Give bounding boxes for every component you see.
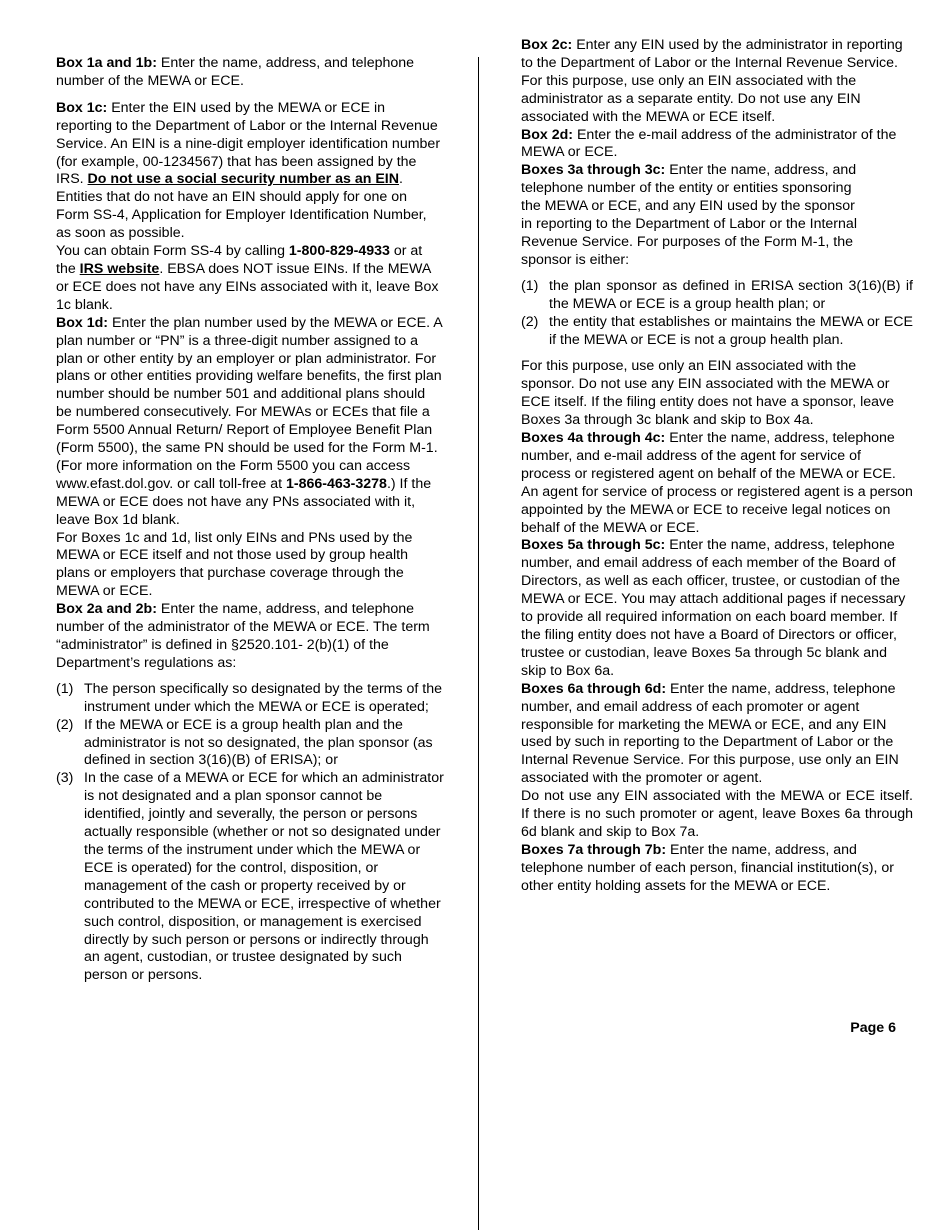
ss4-text: You can obtain Form SS-4 by calling <box>56 243 289 260</box>
ss4-text-2: or at the <box>56 243 423 277</box>
box-5ac-heading: Boxes 5a through 5c: <box>521 537 666 554</box>
box-2d-text: Enter the e-mail address of the administrator of the MEWA or ECE. <box>521 126 897 161</box>
list-item <box>56 681 444 717</box>
box-4ac-paragraph <box>521 430 913 537</box>
box-2d-heading: Box 2d: <box>521 126 574 143</box>
right-column <box>521 37 913 896</box>
sponsor-ein-paragraph: For this purpose, use only an EIN associated with the sponsor. Do not use any EIN associated with the MEWA or ECE itself. If the filing entity does not have a sponsor, leave Boxes 3a through 3c blank and skip to Box 4a. <box>521 358 895 429</box>
box-2ab-heading: Box 2a and 2b: <box>56 601 157 618</box>
box-2c-text: Enter any EIN used by the administrator in reporting to the Department of Labor or the Internal Revenue Service. For this purpose, use only an EIN associated with the administrator as a separate entity. Do not use any EIN associated with the MEWA or ECE itself. <box>521 37 903 125</box>
box-2c-heading: Box 2c: <box>521 37 573 53</box>
box-1c-text-2: . Entities that do not have an EIN should apply for one on Form SS-4, Application for Employer Identification Number, as soon as possible. <box>56 171 427 242</box>
box-6ad-paragraph <box>521 681 913 788</box>
box-1ab-heading: Box 1a and 1b: <box>56 55 157 71</box>
promoter-ein-paragraph: Do not use any EIN associated with the MEWA or ECE itself. If there is no such promoter or agent, leave Boxes 6a through 6d blank and skip to Box 7a. <box>521 788 913 840</box>
ssn-warning: Do not use a social security number as an EIN <box>87 171 399 188</box>
list-item <box>521 278 913 314</box>
box-1ab-text: Enter the name, address, and telephone number of the MEWA or ECE. <box>56 55 415 89</box>
box-1ab-paragraph <box>56 55 444 91</box>
box-1c-paragraph <box>56 100 444 243</box>
list-item-number: (2) <box>521 313 539 330</box>
list-item-text: If the MEWA or ECE is a group health plan and the administrator is not so designated, the plan sponsor (as defined in section 3(16)(B) of ERISA); or <box>84 716 433 769</box>
box-1c-text: Enter the EIN used by the MEWA or ECE in reporting to the Department of Labor or the Internal Revenue Service. An EIN is a nine-digit employer identification number (for example, 00-1234567) that has been assigned by the IRS. <box>56 99 441 188</box>
box-1d-text: Enter the plan number used by the MEWA or ECE. A plan number or “PN” is a three-digit number assigned to a plan or other entity by an employer or plan administrator. For plans or other entities providing welfare benefits, the first plan number should be number 501 and additional plans should be numbered consecutively. For MEWAs or ECEs that file a Form 5500 Annual Return/ Report of Employee Benefit Plan (Form 5500), the same PN should be used for the Form M-1. (For more information on the Form 5500 you can access www.efast.dol.gov. or call toll-free at <box>56 314 442 492</box>
box-3ac-paragraph <box>521 162 861 269</box>
box-3ac-heading: Boxes 3a through 3c: <box>521 162 666 179</box>
box-4ac-text: Enter the name, address, telephone number, and e-mail address of the agent for service of process or registered agent on behalf of the MEWA or ECE. An agent for service of process or registered agent is a person appointed by the MEWA or ECE to receive legal notices on behalf of the MEWA or ECE. <box>521 430 913 536</box>
ss4-text-3: . EBSA does NOT issue EINs. If the MEWA or ECE does not have any EINs associated with it, leave Box 1c blank. <box>56 260 439 313</box>
box-7ab-heading: Boxes 7a through 7b: <box>521 841 667 858</box>
column-divider <box>478 57 479 1230</box>
box-6ad-heading: Boxes 6a through 6d: <box>521 680 667 697</box>
box-7ab-paragraph <box>521 842 913 896</box>
list-item-text: the entity that establishes or maintains the MEWA or ECE if the MEWA or ECE is not a group health plan. <box>549 313 913 348</box>
box-5ac-paragraph <box>521 537 913 680</box>
box-2d-paragraph <box>521 127 913 163</box>
box-7ab-text: Enter the name, address, and telephone number of each person, financial institution(s), or other entity holding assets for the MEWA or ECE. <box>521 841 895 894</box>
ss4-phone: 1-800-829-4933 <box>288 243 390 260</box>
administrator-definition-list <box>56 681 444 985</box>
list-item <box>56 717 444 771</box>
efast-phone: 1-866-463-3278 <box>285 475 387 492</box>
box-1d-text-2: .) If the MEWA or ECE does not have any PNs associated with it, leave Box 1d blank. <box>56 475 432 528</box>
list-item-number: (3) <box>56 770 74 787</box>
box-3ac-text: Enter the name, address, and telephone number of the entity or entities sponsoring the MEWA or ECE, and any EIN used by the sponsor in reporting to the Department of Labor or the Internal Revenue Service. For purposes of the Form M-1, the sponsor is either: <box>521 162 857 268</box>
box-4ac-heading: Boxes 4a through 4c: <box>521 430 666 447</box>
list-item-number: (1) <box>56 680 74 697</box>
page-number: Page 6 <box>850 1020 896 1036</box>
box-1d-paragraph <box>56 315 444 530</box>
boxes-1c-1d-paragraph: For Boxes 1c and 1d, list only EINs and PNs used by the MEWA or ECE itself and not those used by group health plans or employers that purchase coverage through the MEWA or ECE. <box>56 529 413 600</box>
list-item <box>56 770 444 985</box>
list-item-text: In the case of a MEWA or ECE for which an administrator is not designated and a plan sponsor cannot be identified, jointly and severally, the person or persons actually responsible (whether or not so designated under the terms of the instrument under which the MEWA or ECE is operated) for the control, disposition, or management of the cash or property received by or contributed to the MEWA or ECE, irrespective of whether such control, disposition, or management is exercised directly by such person or persons or indirectly through an agent, custodian, or trustee designated by such person or persons. <box>84 770 444 984</box>
box-1d-heading: Box 1d: <box>56 314 109 331</box>
left-column <box>56 55 444 985</box>
irs-website-link[interactable]: IRS website <box>79 260 160 277</box>
sponsor-definition-list <box>521 278 913 350</box>
list-item-text: The person specifically so designated by the terms of the instrument under which the MEWA or ECE is operated; <box>84 680 443 715</box>
ss4-paragraph <box>56 243 444 315</box>
list-item-number: (2) <box>56 716 74 733</box>
list-item-text: the plan sponsor as defined in ERISA section 3(16)(B) if the MEWA or ECE is a group health plan; or <box>549 277 913 312</box>
box-2ab-text: Enter the name, address, and telephone number of the administrator of the MEWA or ECE. The term “administrator” is defined in §2520.101- 2(b)(1) of the Department’s regulations as: <box>56 601 430 671</box>
list-item-number: (1) <box>521 277 539 294</box>
box-6ad-text: Enter the name, address, telephone number, and email address of each promoter or agent responsible for marketing the MEWA or ECE, and any EIN used by such in reporting to the Department of Labor or the Internal Revenue Service. For this purpose, use only an EIN associated with the promoter or agent. <box>521 680 899 787</box>
box-2ab-paragraph <box>56 601 444 673</box>
box-2c-paragraph <box>521 37 913 127</box>
box-5ac-text: Enter the name, address, telephone number, and email address of each member of the Board of Directors, as well as each officer, trustee, or custodian of the MEWA or ECE. You may attach additional pages if necessary to provide all required information on each board member. If the filing entity does not have a Board of Directors or officer, trustee or custodian, leave Boxes 5a through 5c blank and skip to Box 6a. <box>521 537 906 679</box>
box-1c-heading: Box 1c: <box>56 99 108 116</box>
list-item <box>521 314 913 350</box>
